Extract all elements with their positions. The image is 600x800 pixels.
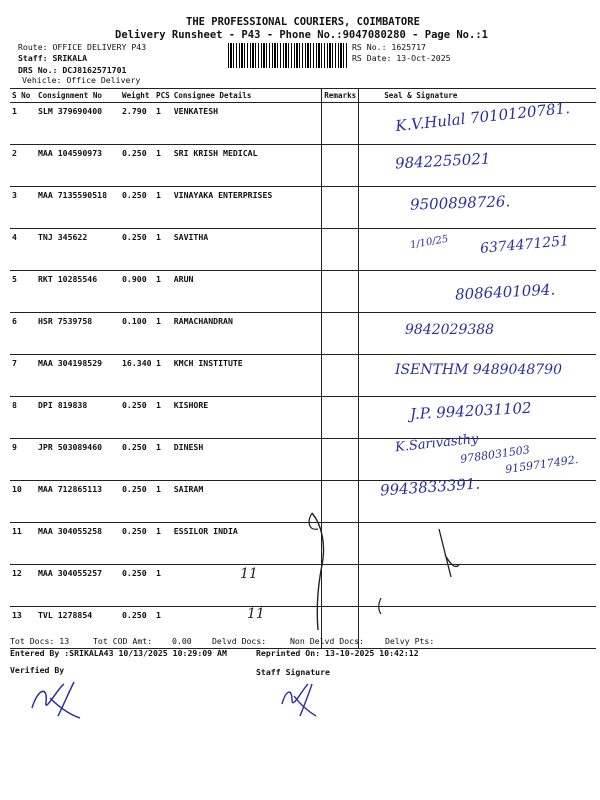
ditto-mark-13: 11 (247, 606, 265, 622)
row-remarks (322, 229, 359, 271)
row-consignee: VINAYAKA ENTERPRISES (172, 187, 322, 229)
route-label: Route: OFFICE DELIVERY P43 (18, 42, 147, 52)
row-sno: 9 (10, 439, 36, 481)
staff-signature (278, 680, 328, 720)
company-title: THE PROFESSIONAL COURIERS, COIMBATORE (186, 16, 420, 28)
row-consignment: JPR 503089460 (36, 439, 120, 481)
row-remarks (322, 145, 359, 187)
row-consignment: MAA 104590973 (36, 145, 120, 187)
delivered-docs: Delvd Docs: (212, 636, 267, 646)
row-weight: 0.250 (120, 145, 154, 187)
row-sno: 10 (10, 481, 36, 523)
runsheet-title: Delivery Runsheet - P43 - Phone No.:9047080280 - Page No.:1 (115, 29, 488, 41)
row-weight: 0.900 (120, 271, 154, 313)
row-consignee: SAVITHA (172, 229, 322, 271)
row-consignment: DPI 819838 (36, 397, 120, 439)
total-docs: Tot Docs: 13 (10, 636, 70, 646)
row-sno: 6 (10, 313, 36, 355)
handwritten-date-4: 1/10/25 (409, 233, 450, 252)
handwritten-phone-3: 9500898726. (409, 192, 511, 214)
row-weight: 0.250 (120, 397, 154, 439)
row-weight: 0.250 (120, 187, 154, 229)
row-consignment: TNJ 345622 (36, 229, 120, 271)
handwritten-signature-7: ISENTHM 9489048790 (395, 362, 562, 378)
row-pcs: 1 (154, 481, 172, 523)
handwritten-signature-8: J.P. 9942031102 (409, 398, 533, 424)
barcode (228, 43, 348, 68)
row-pcs: 1 (154, 523, 172, 565)
row-remarks (322, 397, 359, 439)
row-sno: 12 (10, 565, 36, 607)
row-remarks (322, 271, 359, 313)
handwritten-phone-9b: 9159717492. (504, 452, 580, 477)
row-consignment: MAA 7135590518 (36, 187, 120, 229)
handwritten-phone-10: 9943833391. (379, 474, 481, 500)
col-consignee: Consignee Details (172, 89, 322, 103)
row-consignee: KMCH INSTITUTE (172, 355, 322, 397)
handwritten-phone-5: 8086401094. (454, 280, 556, 304)
table-row (10, 313, 596, 355)
row-sno: 7 (10, 355, 36, 397)
table-row (10, 145, 596, 187)
row-sno: 11 (10, 523, 36, 565)
row-sno: 4 (10, 229, 36, 271)
non-delivered-docs: Non Delvd Docs: (290, 636, 364, 646)
delivery-points: Delvy Pts: (385, 636, 435, 646)
row-weight: 0.250 (120, 439, 154, 481)
row-consignment: SLM 379690400 (36, 103, 120, 145)
row-consignee: ARUN (172, 271, 322, 313)
row-sno: 5 (10, 271, 36, 313)
row-weight: 2.790 (120, 103, 154, 145)
col-consignment: Consignment No (36, 89, 120, 103)
table-header-row (10, 89, 596, 103)
ditto-mark-12: 11 (240, 566, 258, 582)
staff-label: Staff: SRIKALA (18, 53, 88, 63)
handwritten-signature-1: K.V.Hulal 7010120781. (394, 98, 571, 136)
staff-signature-label: Staff Signature (256, 667, 330, 677)
row-sno: 1 (10, 103, 36, 145)
row-pcs: 1 (154, 103, 172, 145)
handwritten-phone-9a: 9788031503 (459, 443, 531, 466)
handwritten-name-9: K.Sarivasthy (394, 431, 480, 456)
handwritten-phone-4: 6374471251 (479, 233, 570, 257)
verified-by-label: Verified By (10, 665, 65, 675)
row-weight: 0.250 (120, 607, 154, 649)
row-signature (359, 523, 596, 565)
row-pcs: 1 (154, 355, 172, 397)
row-remarks (322, 313, 359, 355)
total-cod-value: 0.00 (172, 636, 192, 646)
drs-number: DRS No.: DCJ8162571701 (18, 65, 127, 75)
row-sno: 8 (10, 397, 36, 439)
pen-stroke-signature-12 (425, 525, 465, 585)
col-weight: Weight (120, 89, 154, 103)
verifier-signature (28, 678, 98, 723)
reprinted-on: Reprinted On: 13-10-2025 10:42:12 (256, 648, 419, 658)
row-consignment: MAA 304055257 (36, 565, 120, 607)
row-weight: 0.250 (120, 481, 154, 523)
row-pcs: 1 (154, 271, 172, 313)
row-remarks (322, 355, 359, 397)
row-consignment: HSR 7539758 (36, 313, 120, 355)
handwritten-phone-6: 9842029388 (405, 322, 495, 338)
pen-stroke-line (300, 505, 340, 635)
row-pcs: 1 (154, 187, 172, 229)
row-consignee: KISHORE (172, 397, 322, 439)
row-consignee: ESSILOR INDIA (172, 523, 322, 565)
row-remarks (322, 103, 359, 145)
row-consignment: MAA 712865113 (36, 481, 120, 523)
col-pcs: PCS (154, 89, 172, 103)
row-remarks (322, 439, 359, 481)
entered-by: Entered By :SRIKALA43 10/13/2025 10:29:09 AM (10, 648, 227, 658)
row-sno: 3 (10, 187, 36, 229)
row-consignment: MAA 304055258 (36, 523, 120, 565)
row-consignment: RKT 10285546 (36, 271, 120, 313)
row-consignment: MAA 304198529 (36, 355, 120, 397)
row-pcs: 1 (154, 313, 172, 355)
row-consignment: TVL 1278854 (36, 607, 120, 649)
row-sno: 2 (10, 145, 36, 187)
row-consignee: DINESH (172, 439, 322, 481)
row-weight: 0.250 (120, 229, 154, 271)
row-weight: 16.340 (120, 355, 154, 397)
handwritten-phone-2: 9842255021 (394, 149, 491, 173)
rs-number: RS No.: 1625717 (352, 42, 426, 52)
rs-date: RS Date: 13-Oct-2025 (352, 53, 451, 63)
row-consignee: RAMACHANDRAN (172, 313, 322, 355)
row-signature (359, 565, 596, 607)
vehicle-label: Vehicle: Office Delivery (22, 75, 141, 85)
row-weight: 0.250 (120, 523, 154, 565)
row-weight: 0.100 (120, 313, 154, 355)
row-pcs: 1 (154, 229, 172, 271)
row-consignee: VENKATESH (172, 103, 322, 145)
total-cod-label: Tot COD Amt: (93, 636, 153, 646)
pen-stroke-mark-13 (375, 596, 387, 616)
row-pcs: 1 (154, 439, 172, 481)
row-weight: 0.250 (120, 565, 154, 607)
row-pcs: 1 (154, 397, 172, 439)
row-pcs: 1 (154, 565, 172, 607)
row-consignee: SAIRAM (172, 481, 322, 523)
row-remarks (322, 187, 359, 229)
row-consignee: SRI KRISH MEDICAL (172, 145, 322, 187)
col-remarks: Remarks (322, 89, 359, 103)
col-signature: Seal & Signature (359, 89, 596, 103)
col-sno: S No (10, 89, 36, 103)
row-sno: 13 (10, 607, 36, 649)
row-pcs: 1 (154, 607, 172, 649)
row-pcs: 1 (154, 145, 172, 187)
